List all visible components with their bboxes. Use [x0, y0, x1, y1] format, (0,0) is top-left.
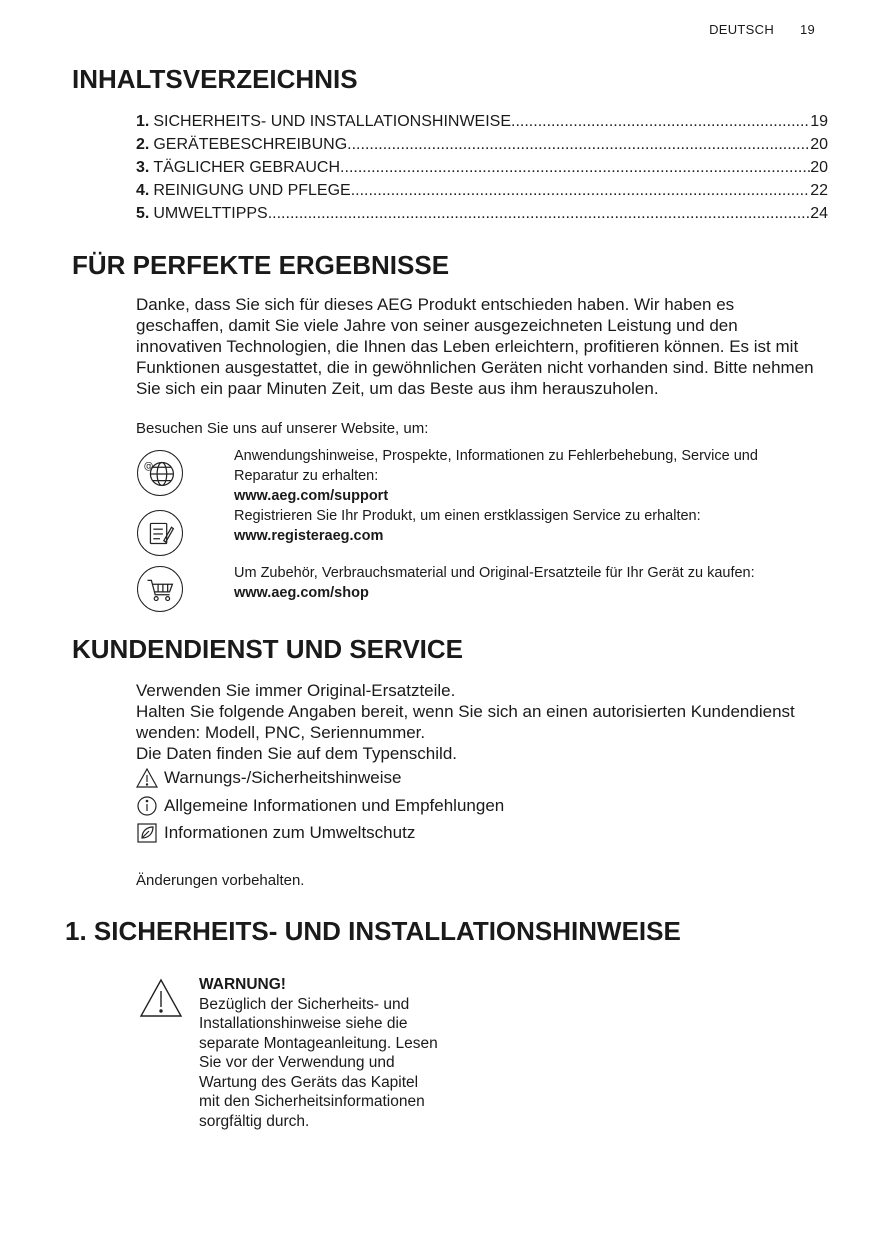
toc-leader — [347, 133, 810, 156]
table-of-contents — [136, 110, 828, 225]
service-details-line: Halten Sie folgende Angaben bereit, wenn Sie sich an einen autorisierten Kundendienst wenden: Modell, PNC, Seriennummer. — [136, 702, 795, 742]
toc-item-number: 1. — [136, 113, 150, 130]
page-header — [709, 22, 815, 37]
warning-block — [199, 975, 439, 1131]
toc-item[interactable] — [136, 202, 828, 225]
support-info — [234, 446, 814, 506]
warning-icon — [139, 978, 183, 1018]
toc-item[interactable] — [136, 133, 828, 156]
toc-item-page: 22 — [810, 182, 828, 199]
toc-item-label: SICHERHEITS- UND INSTALLATIONSHINWEISE — [153, 113, 512, 130]
visit-website-text: Besuchen Sie uns auf unserer Website, um: — [136, 420, 429, 437]
toc-leader — [268, 202, 810, 225]
shop-info — [234, 563, 814, 603]
toc-leader — [340, 156, 810, 179]
rating-plate-line: Die Daten finden Sie auf dem Typenschild. — [136, 744, 457, 763]
legend-info-label: Allgemeine Informationen und Empfehlungen — [164, 796, 505, 815]
toc-item[interactable] — [136, 110, 828, 133]
support-link[interactable]: www.aeg.com/support — [234, 488, 389, 504]
leaf-icon — [136, 822, 158, 844]
toc-item-label: REINIGUNG UND PFLEGE — [153, 182, 351, 199]
warning-text: Bezüglich der Sicherheits- und Installationshinweise siehe die separate Montageanleitung. Lesen Sie vor der Verwendung und Wartung des Geräts das Kapitel mit den Sicherheitsinformationen sorgfältig durch. — [199, 995, 438, 1130]
toc-title: INHALTSVERZEICHNIS — [72, 64, 358, 94]
legend-warning-label: Warnungs-/Sicherheitshinweise — [164, 768, 402, 787]
legend-info — [136, 795, 504, 817]
toc-item-label: UMWELTTIPPS — [153, 205, 268, 222]
info-icon — [136, 795, 158, 817]
warning-title: WARNUNG! — [199, 976, 286, 993]
legend-environment — [136, 822, 415, 844]
toc-item-page: 20 — [810, 159, 828, 176]
perfect-results-title: FÜR PERFEKTE ERGEBNISSE — [72, 250, 450, 280]
toc-item-number: 5. — [136, 205, 150, 222]
toc-item-number: 4. — [136, 182, 150, 199]
language-label: DEUTSCH — [709, 22, 775, 37]
toc-item-label: GERÄTEBESCHREIBUNG — [153, 136, 348, 153]
cart-icon — [137, 566, 183, 612]
toc-item-label: TÄGLICHER GEBRAUCH — [153, 159, 341, 176]
svg-text:@: @ — [143, 461, 154, 473]
toc-item[interactable] — [136, 156, 828, 179]
register-link[interactable]: www.registeraeg.com — [234, 528, 384, 544]
shop-text: Um Zubehör, Verbrauchsmaterial und Original-Ersatzteile für Ihr Gerät zu kaufen: — [234, 565, 755, 581]
toc-item-page: 20 — [810, 136, 828, 153]
spare-parts-line: Verwenden Sie immer Original-Ersatzteile. — [136, 681, 456, 700]
toc-item[interactable] — [136, 179, 828, 202]
globe-icon — [137, 450, 183, 496]
legend-environment-label: Informationen zum Umweltschutz — [164, 823, 416, 842]
register-info — [234, 506, 814, 546]
register-text: Registrieren Sie Ihr Produkt, um einen erstklassigen Service zu erhalten: — [234, 508, 701, 524]
warning-icon — [136, 767, 158, 789]
page-number: 19 — [799, 22, 815, 37]
customer-service-text — [136, 680, 816, 764]
shop-link[interactable]: www.aeg.com/shop — [234, 585, 369, 601]
support-text: Anwendungshinweise, Prospekte, Informationen zu Fehlerbehebung, Service und Reparatur zu erhalten: — [234, 448, 758, 484]
toc-item-number: 3. — [136, 159, 150, 176]
intro-paragraph: Danke, dass Sie sich für dieses AEG Produkt entschieden haben. Wir haben es geschaffen, damit Sie viele Jahre von seiner ausgezeichneten Leistung und den innovativen Technologien, die Ihnen das Leben erleichtern, profitieren können. Es ist mit Funktionen ausgestattet, die in gewöhnlichen Geräten nicht vorhanden sind. Bitte nehmen Sie sich ein paar Minuten Zeit, um das Beste aus ihm herauszuholen. — [136, 295, 814, 398]
toc-leader — [351, 179, 811, 202]
changes-notice: Änderungen vorbehalten. — [136, 872, 305, 889]
toc-item-number: 2. — [136, 136, 150, 153]
safety-section-title: 1. SICHERHEITS- UND INSTALLATIONSHINWEISE — [65, 916, 681, 946]
register-icon — [137, 510, 183, 556]
customer-service-title: KUNDENDIENST UND SERVICE — [72, 634, 464, 664]
legend-warning — [136, 767, 401, 789]
toc-leader — [511, 110, 810, 133]
toc-item-page: 24 — [810, 205, 828, 222]
toc-item-page: 19 — [810, 113, 828, 130]
